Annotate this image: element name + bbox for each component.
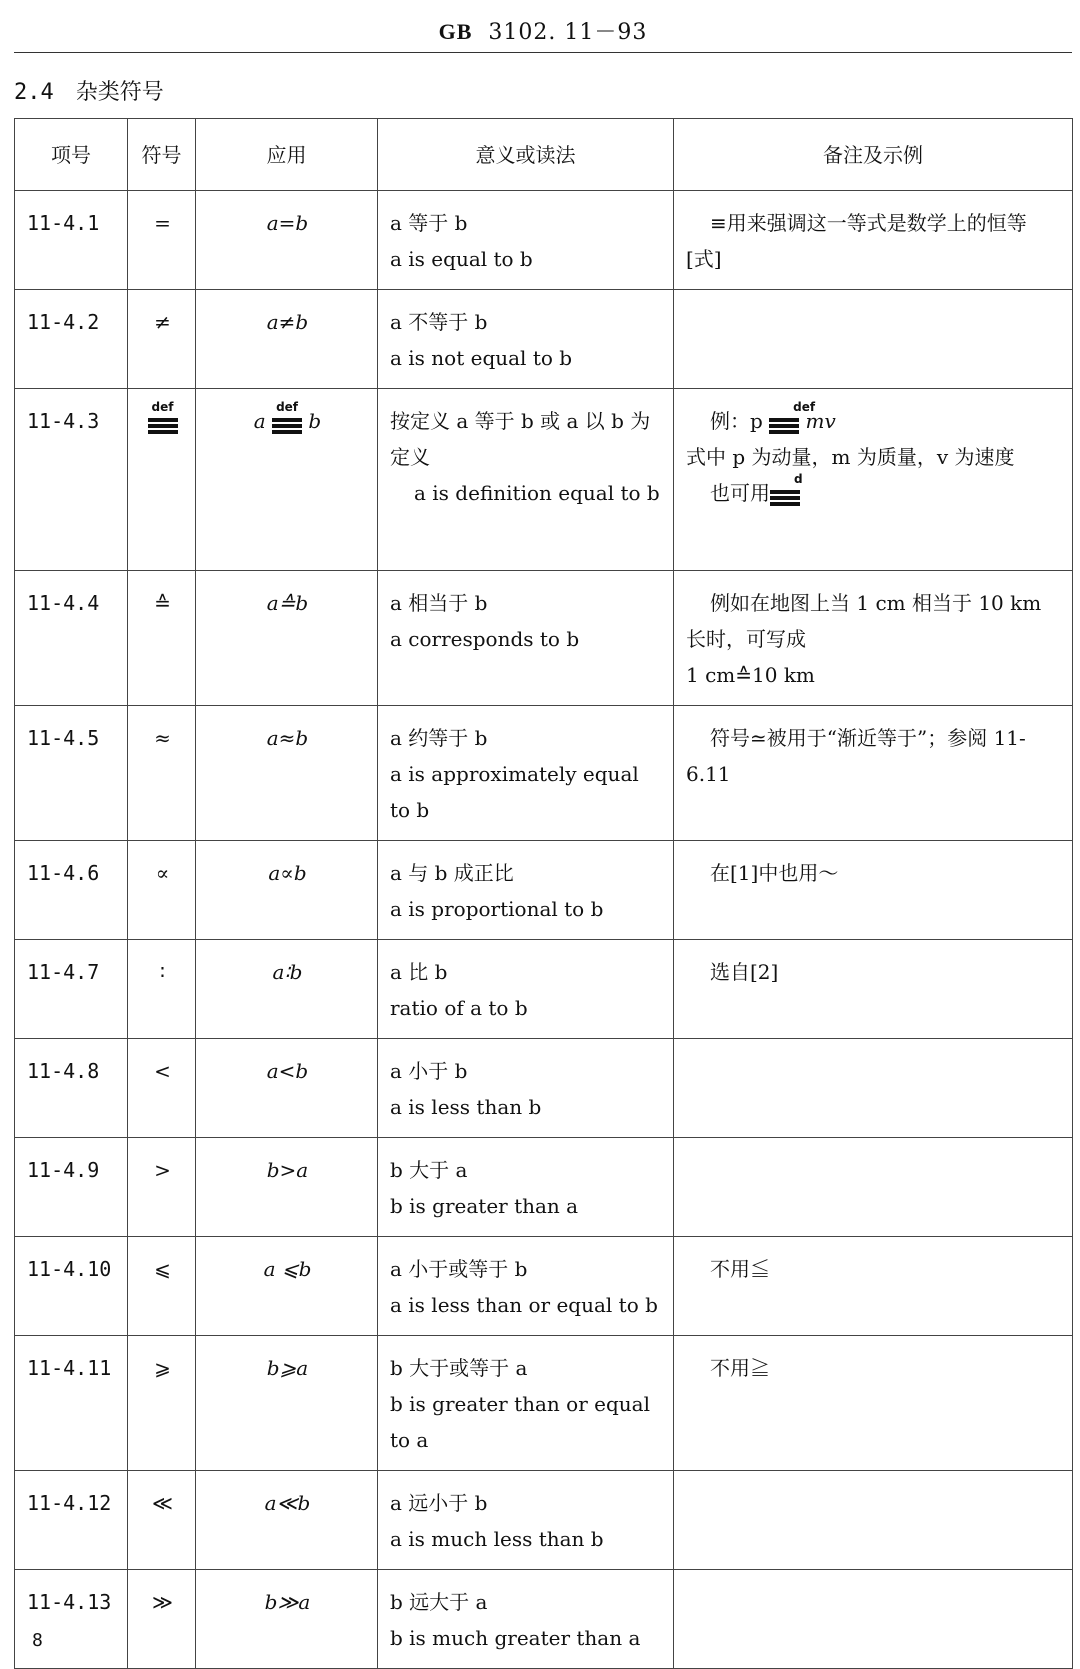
meaning-en: b is greater than or equal to a (390, 1392, 650, 1452)
def-equal-symbol: def (148, 410, 178, 434)
col-header-application: 应用 (196, 119, 378, 191)
row-application: b>a (196, 1138, 378, 1237)
row-symbol: ≈ (128, 706, 196, 841)
col-header-symbol: 符号 (128, 119, 196, 191)
row-symbol: ⩾ (128, 1336, 196, 1471)
meaning-en: a is much less than b (390, 1527, 604, 1551)
meaning-en: a is not equal to b (390, 346, 573, 370)
row-note (674, 1039, 1073, 1138)
row-id: 11-4.4 (15, 571, 128, 706)
row-application: b≫a (196, 1570, 378, 1669)
row-application: a≠b (196, 290, 378, 389)
row-meaning (378, 1138, 674, 1237)
meaning-zh: b 远大于 a (390, 1590, 488, 1614)
row-meaning (378, 706, 674, 841)
row-id: 11-4.7 (15, 940, 128, 1039)
row-symbol: ∶ (128, 940, 196, 1039)
row-application: b⩾a (196, 1336, 378, 1471)
meaning-zh: b 大于或等于 a (390, 1356, 528, 1380)
meaning-en: a is less than or equal to b (390, 1293, 658, 1317)
row-note: 不用≦ (674, 1237, 1073, 1336)
row-note (674, 389, 1073, 571)
meaning-zh: a 远小于 b (390, 1491, 488, 1515)
standard-code: 3102. 11－93 (488, 20, 648, 45)
row-id: 11-4.12 (15, 1471, 128, 1570)
row-meaning (378, 290, 674, 389)
table-row (15, 571, 1073, 706)
meaning-zh: a 小于或等于 b (390, 1257, 528, 1281)
note-alt: 也可用 d (710, 472, 803, 505)
def-equal-symbol: def (272, 410, 302, 434)
row-id: 11-4.11 (15, 1336, 128, 1471)
meaning-en: ratio of a to b (390, 996, 528, 1020)
note-example: 例：p def mv (710, 400, 836, 433)
row-id: 11-4.3 (15, 389, 128, 571)
row-application: a def b (196, 389, 378, 571)
meaning-zh: a 小于 b (390, 1059, 468, 1083)
row-id: 11-4.13 (15, 1570, 128, 1669)
table-row (15, 706, 1073, 841)
row-symbol: ∝ (128, 841, 196, 940)
table-row (15, 841, 1073, 940)
row-symbol (128, 389, 196, 571)
table-row (15, 1471, 1073, 1570)
row-id: 11-4.5 (15, 706, 128, 841)
meaning-zh: a 与 b 成正比 (390, 861, 514, 885)
row-meaning (378, 1570, 674, 1669)
row-meaning (378, 1039, 674, 1138)
row-meaning (378, 841, 674, 940)
row-symbol: < (128, 1039, 196, 1138)
row-id: 11-4.9 (15, 1138, 128, 1237)
row-note (674, 1570, 1073, 1669)
row-id: 11-4.2 (15, 290, 128, 389)
row-note (674, 1138, 1073, 1237)
col-header-id: 项号 (15, 119, 128, 191)
col-header-meaning: 意义或读法 (378, 119, 674, 191)
standard-prefix: GB (438, 19, 473, 44)
row-application: a∝b (196, 841, 378, 940)
row-id: 11-4.8 (15, 1039, 128, 1138)
row-application: a≪b (196, 1471, 378, 1570)
meaning-zh: b 大于 a (390, 1158, 468, 1182)
meaning-en: a is equal to b (390, 247, 533, 271)
page-number: 8 (32, 1630, 43, 1651)
row-meaning (378, 940, 674, 1039)
row-symbol: > (128, 1138, 196, 1237)
meaning-zh: a 相当于 b (390, 591, 488, 615)
row-note: 例如在地图上当 1 cm 相当于 10 km 长时，可写成 1 cm≙10 km (674, 571, 1073, 706)
table-row (15, 191, 1073, 290)
row-meaning (378, 1471, 674, 1570)
section-title: 杂类符号 (75, 80, 164, 105)
meaning-en: a is less than b (390, 1095, 542, 1119)
meaning-en: a is approximately equal to b (390, 762, 639, 822)
section-number: 2.4 (14, 80, 54, 105)
meaning-zh: a 不等于 b (390, 310, 488, 334)
table-row (15, 290, 1073, 389)
page-header (14, 12, 1072, 53)
row-application: a<b (196, 1039, 378, 1138)
row-meaning (378, 191, 674, 290)
table-header-row (15, 119, 1073, 191)
table-row (15, 1570, 1073, 1669)
row-meaning (378, 389, 674, 571)
meaning-zh: a 约等于 b (390, 726, 488, 750)
section-heading (14, 78, 164, 108)
def-equal-symbol: def (769, 410, 799, 434)
row-note: ≡用来强调这一等式是数学上的恒等[式] (674, 191, 1073, 290)
row-application: a≙b (196, 571, 378, 706)
d-equal-symbol: d (770, 482, 800, 506)
row-application: a=b (196, 191, 378, 290)
table-row (15, 389, 1073, 571)
row-symbol: ⩽ (128, 1237, 196, 1336)
meaning-en: b is greater than a (390, 1194, 579, 1218)
table-row (15, 1138, 1073, 1237)
row-note: 符号≃被用于“渐近等于”；参阅 11-6.11 (674, 706, 1073, 841)
symbols-table (14, 118, 1073, 1669)
meaning-en: a is proportional to b (390, 897, 604, 921)
row-note: 不用≧ (674, 1336, 1073, 1471)
row-application: a∶b (196, 940, 378, 1039)
row-meaning (378, 1237, 674, 1336)
row-note: 选自[2] (674, 940, 1073, 1039)
meaning-en: b is much greater than a (390, 1626, 641, 1650)
meaning-en: a is definition equal to b (414, 481, 660, 505)
meaning-zh: 按定义 a 等于 b 或 a 以 b 为定义 (390, 409, 651, 469)
row-symbol: ≫ (128, 1570, 196, 1669)
row-id: 11-4.6 (15, 841, 128, 940)
row-meaning (378, 1336, 674, 1471)
meaning-zh: a 比 b (390, 960, 448, 984)
note-explanation: 式中 p 为动量，m 为质量，v 为速度 (686, 445, 1015, 469)
meaning-en: a corresponds to b (390, 627, 580, 651)
table-row (15, 940, 1073, 1039)
row-id: 11-4.10 (15, 1237, 128, 1336)
row-symbol: ≠ (128, 290, 196, 389)
row-note (674, 290, 1073, 389)
table-row (15, 1237, 1073, 1336)
row-note (674, 1471, 1073, 1570)
col-header-notes: 备注及示例 (674, 119, 1073, 191)
meaning-zh: a 等于 b (390, 211, 468, 235)
row-symbol: = (128, 191, 196, 290)
table-row (15, 1039, 1073, 1138)
row-meaning (378, 571, 674, 706)
row-id: 11-4.1 (15, 191, 128, 290)
row-symbol: ≪ (128, 1471, 196, 1570)
row-application: a ⩽b (196, 1237, 378, 1336)
row-symbol: ≙ (128, 571, 196, 706)
row-note: 在[1]中也用～ (674, 841, 1073, 940)
table-row (15, 1336, 1073, 1471)
row-application: a≈b (196, 706, 378, 841)
